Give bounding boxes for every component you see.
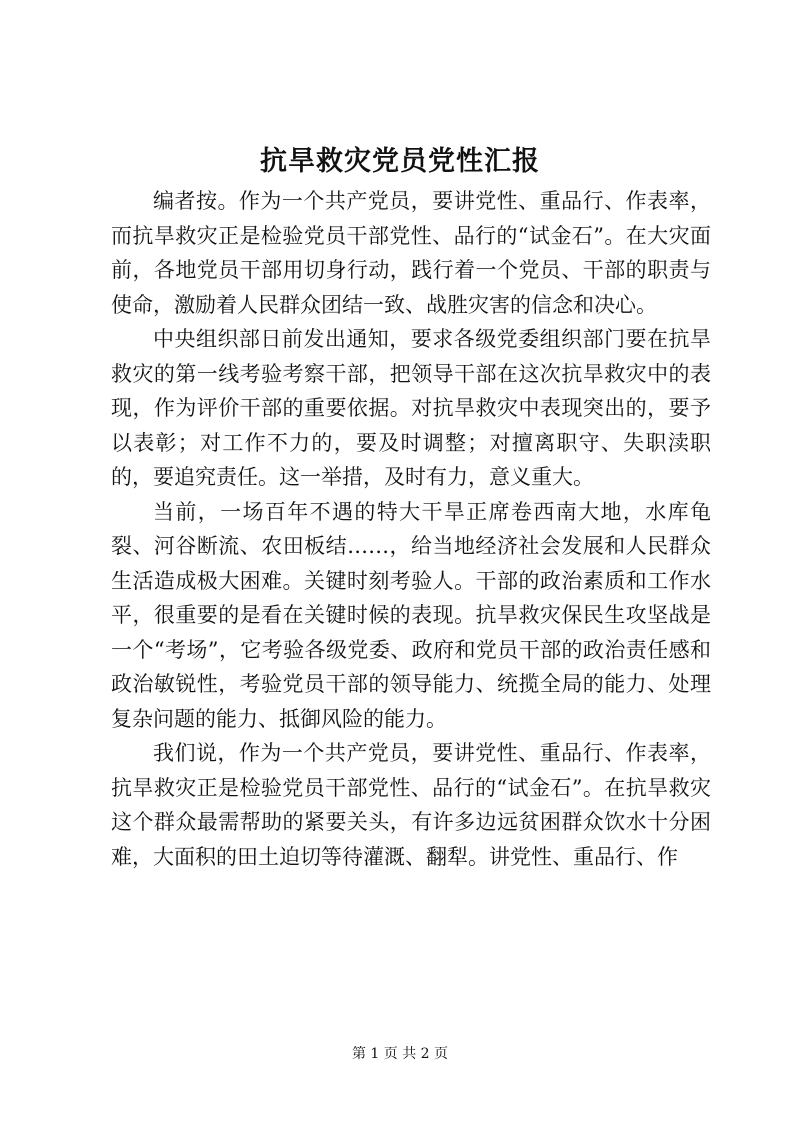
page-footer: 第 1 页 共 2 页 [351, 1046, 449, 1062]
paragraph-2: 中央组织部日前发出通知，要求各级党委组织部门要在抗旱救灾的第一线考验考察干部，把领导干部在这次抗旱救灾中的表现，作为评价干部的重要依据。对抗旱救灾中表现突出的，要予以表彰；对工作不力的，要及时调整；对擅离职守、失职渎职的，要追究责任。这一举措，及时有力，意义重大。 [111, 327, 711, 489]
paragraph-4: 我们说，作为一个共产党员，要讲党性、重品行、作表率，抗旱救灾正是检验党员干部党性、品行的“试金石”。在抗旱救灾这个群众最需帮助的紧要关头，有许多边远贫困群众饮水十分困难，大面积的田土迫切等待灌溉、翻犁。讲党性、重品行、作 [111, 741, 711, 869]
paragraph-1: 编者按。作为一个共产党员，要讲党性、重品行、作表率，而抗旱救灾正是检验党员干部党性、品行的“试金石”。在大灾面前，各地党员干部用切身行动，践行着一个党员、干部的职责与使命，激励着人民群众团结一致、战胜灾害的信念和决心。 [111, 189, 711, 317]
paragraph-3: 当前，一场百年不遇的特大干旱正席卷西南大地，水库龟裂、河谷断流、农田板结……，给当地经济社会发展和人民群众生活造成极大困难。关键时刻考验人。干部的政治素质和工作水平，很重要的是看在关键时候的表现。抗旱救灾保民生攻坚战是一个“考场”，它考验各级党委、政府和党员干部的政治责任感和政治敏锐性，考验党员干部的领导能力、统揽全局的能力、处理复杂问题的能力、抵御风险的能力。 [111, 499, 711, 731]
document-body [111, 184, 711, 874]
document-title: 抗旱救灾党员党性汇报 [260, 146, 540, 177]
